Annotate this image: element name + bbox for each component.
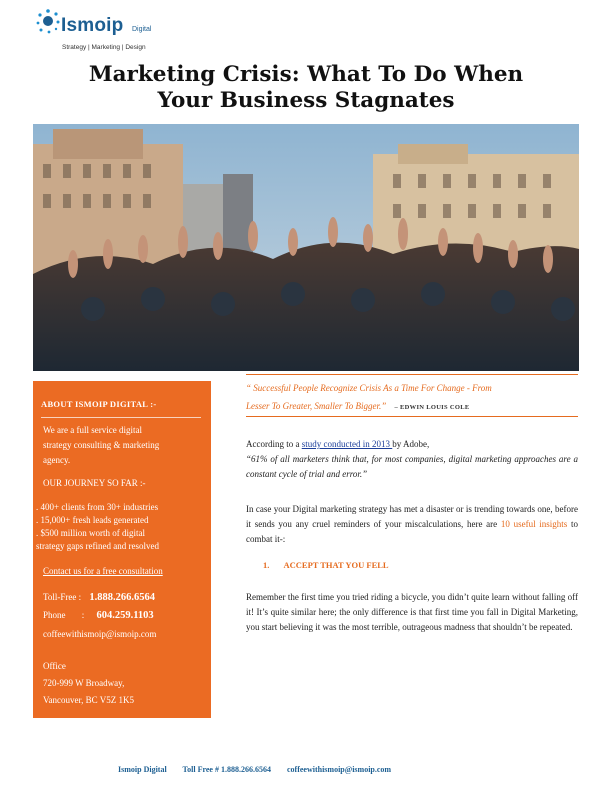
- logo-name: Ismoip: [61, 15, 124, 36]
- phone-number[interactable]: 604.259.1103: [96, 610, 154, 621]
- office-label: Office: [43, 661, 66, 671]
- crowd-photo: [33, 124, 579, 371]
- quote-close-mark: ”: [381, 401, 387, 411]
- insights-highlight: 10 useful insights: [500, 519, 568, 529]
- tollfree-number[interactable]: 1.888.266.6564: [89, 592, 155, 603]
- email-link[interactable]: coffeewithismoip@ismoip.com: [43, 629, 157, 639]
- contact-link[interactable]: Contact us for a free consultation: [43, 566, 163, 576]
- about-sidebar: [33, 381, 211, 718]
- quote-author: – EDWIN LOUIS COLE: [394, 404, 470, 411]
- page-title: [30, 62, 582, 114]
- study-link[interactable]: study conducted in 2013: [301, 439, 393, 449]
- sidebar-about: [43, 423, 159, 468]
- hero-image: [33, 124, 579, 371]
- point-title: ACCEPT THAT YOU FELL: [283, 560, 389, 570]
- quote-open-mark: “: [246, 383, 252, 393]
- point-number: 1.: [263, 560, 270, 570]
- sidebar-heading: ABOUT ISMOIP DIGITAL :-: [41, 399, 157, 409]
- page-footer: [118, 765, 405, 774]
- journey-heading: OUR JOURNEY SO FAR :-: [43, 478, 146, 488]
- journey-item: . 400+ clients from 30+ industries: [36, 502, 159, 512]
- footer-brand: Ismoip Digital: [118, 765, 167, 774]
- bicycle-paragraph: Remember the first time you tried riding a bicycle, you didn’t quite learn without falling off it! It’s quite similar here; the only difference is that first time you fall in Digital Marketing, you start believing it was the most terrible, outrageous madness that shouldn’t be repeated.: [246, 592, 578, 632]
- footer-email[interactable]: coffeewithismoip@ismoip.com: [286, 765, 392, 774]
- journey-item: . $500 million worth of digital: [36, 528, 145, 538]
- journey-list: [36, 501, 159, 553]
- office-address: [43, 675, 134, 709]
- quote-text: [246, 379, 578, 417]
- tollfree-row: [43, 590, 155, 605]
- title-line-1: Marketing Crisis: What To Do When: [88, 62, 524, 87]
- insights-paragraph: In case your Digital marketing strategy has met a disaster or is trending towards one, before it sends you any cruel reminders of your miscalculations, here are 10 useful insights to combat it-:: [246, 504, 578, 544]
- sidebar-divider: [41, 417, 201, 418]
- quote-line-2: Lesser To Greater, Smaller To Bigger.: [246, 401, 382, 411]
- title-line-2: Your Business Stagnates: [157, 88, 455, 113]
- intro-line: According to a study conducted in 2013 by Adobe,: [246, 439, 430, 449]
- phone-separator: :: [81, 610, 85, 620]
- phone-row: [43, 608, 154, 623]
- journey-item: strategy gaps refined and resolved: [36, 541, 159, 551]
- adobe-quote: “61% of all marketers think that, for most companies, digital marketing approaches are a constant cycle of trial and error.”: [246, 454, 578, 479]
- logo-tagline: Strategy | Marketing | Design: [62, 44, 146, 51]
- tollfree-label: Toll-Free :: [43, 592, 82, 602]
- company-logo: [36, 6, 206, 54]
- point-1-heading: [263, 560, 389, 570]
- about-line: agency.: [43, 455, 71, 465]
- address-line: Vancouver, BC V5Z 1K5: [43, 695, 134, 705]
- footer-tollfree: Toll Free # 1.888.266.6564: [182, 765, 271, 774]
- quote-line-1: Successful People Recognize Crisis As a Time For Change - From: [253, 383, 492, 393]
- journey-item: . 15,000+ fresh leads generated: [36, 515, 149, 525]
- about-line: We are a full service digital: [43, 425, 142, 435]
- quote-block: [246, 374, 578, 417]
- about-line: strategy consulting & marketing: [43, 440, 160, 450]
- address-line: 720-999 W Broadway,: [43, 678, 125, 688]
- logo-sub: Digital: [132, 26, 152, 33]
- intro-paragraph: [246, 437, 578, 482]
- phone-label: Phone: [43, 610, 66, 620]
